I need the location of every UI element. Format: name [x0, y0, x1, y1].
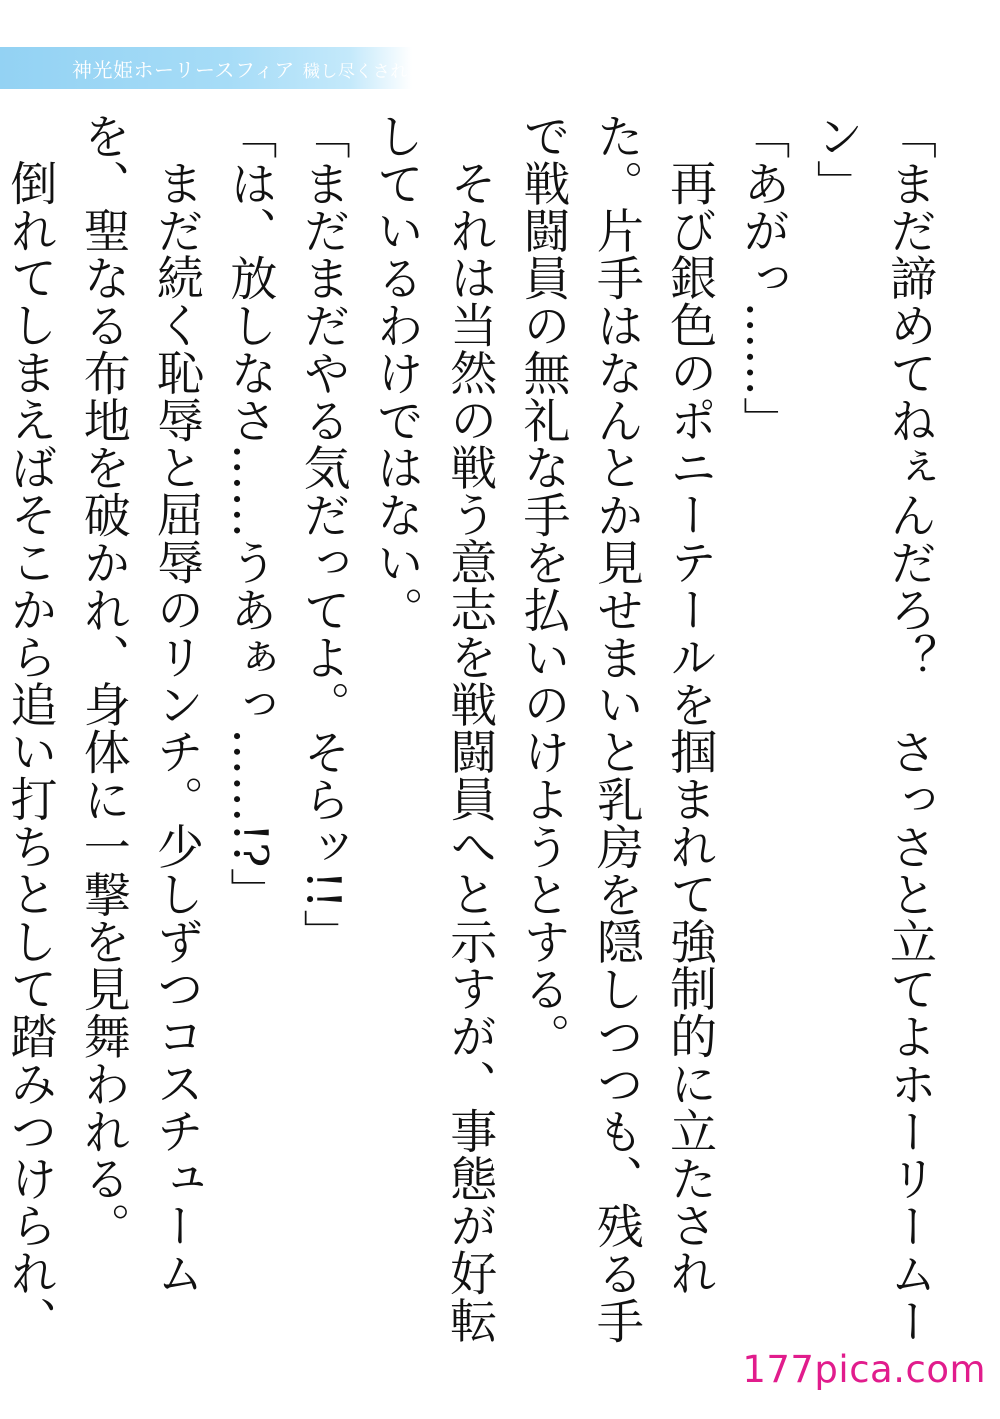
running-header: [0, 47, 461, 89]
narration-paragraph: 再び銀色のポニーテールを掴まれて強制的に立たされた。片手はなんとか見せまいと乳房を隠しつつも、残る手で戦闘員の無礼な手を払いのけようとする。: [515, 112, 718, 1345]
narration-paragraph: まだ続く恥辱と屈辱のリンチ。少しずつコスチュームを、聖なる布地を破かれ、身体に一撃を見舞われる。: [75, 112, 205, 1297]
watermark: 177pica.com: [742, 1348, 986, 1391]
novel-body-text: [2, 112, 946, 1352]
narration-paragraph: 倒れてしまえばそこから追い打ちとして踏みつけられ、: [2, 159, 58, 1344]
chapter-subtitle: 穢し尽くされる正義: [302, 62, 461, 82]
narration-paragraph: それは当然の戦う意志を戦闘員へと示すが、事態が好転しているわけではない。: [368, 112, 498, 1344]
dialogue-line: 「まだ諦めてねぇんだろ？ さっさと立てよホーリームーン」: [808, 112, 937, 1345]
dialogue-line: 「まだまだやる気だってよ。そらッ!!」: [295, 112, 351, 957]
running-header-text: [72, 54, 460, 83]
dialogue-line: 「あがっ……」: [735, 112, 791, 444]
dialogue-line: 「は、放しなさ……うあぁっ……!?」: [222, 112, 278, 916]
book-title: 神光姫ホーリースフィア: [72, 58, 295, 82]
